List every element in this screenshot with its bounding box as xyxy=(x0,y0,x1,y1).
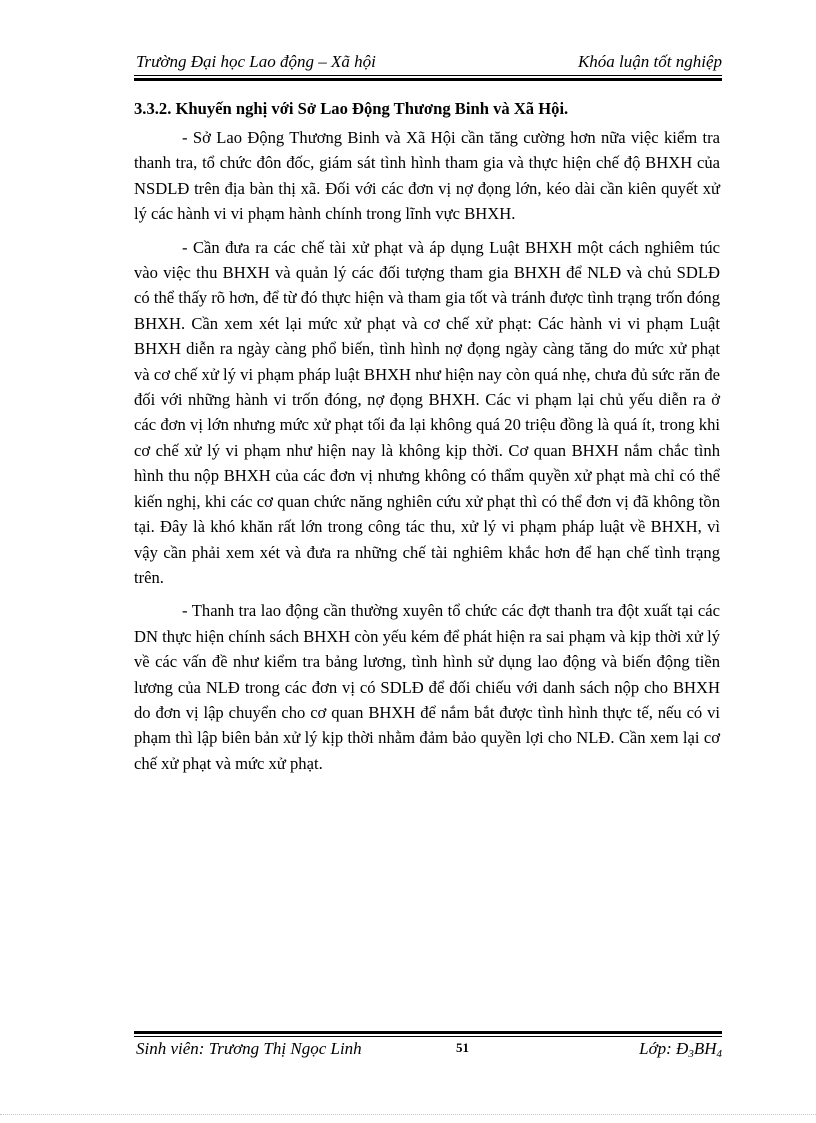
page-bottom-dotted-border xyxy=(0,1114,816,1115)
footer-rule-thick xyxy=(134,1031,722,1034)
header-rule-thick xyxy=(134,78,722,81)
paragraph-1: - Sở Lao Động Thương Binh và Xã Hội cần tăng cường hơn nữa việc kiểm tra thanh tra, tổ chức đôn đốc, giám sát tình hình tham gia và thực hiện chế độ BHXH của NSDLĐ trên địa bàn thị xã. Đối với các đơn vị nợ đọng lớn, kéo dài cần kiên quyết xử lý các hành vi vi phạm hành chính trong lĩnh vực BHXH. xyxy=(134,128,720,224)
page-header xyxy=(136,48,722,72)
footer-class xyxy=(639,1039,722,1060)
header-thesis-label: Khóa luận tốt nghiệp xyxy=(577,52,722,71)
paragraph-2: - Cần đưa ra các chế tài xử phạt và áp dụng Luật BHXH một cách nghiêm túc vào việc thu BHXH và quản lý các đối tượng tham gia BHXH để NLĐ và chủ SDLĐ có thể thấy rõ hơn, để từ đó thực hiện và tham gia tốt và tránh được tình trạng trốn đóng BHXH. Cần xem xét lại mức xử phạt và cơ chế xử phạt: Các hành vi vi phạm Luật BHXH diễn ra ngày càng phổ biến, tình hình nợ đọng ngày càng tăng do mức xử phạt và cơ chế xử lý vi phạm pháp luật BHXH như hiện nay còn quá nhẹ, chưa đủ sức răn đe đối với những hành vi trốn đóng, nợ đọng BHXH. Các vi phạm lại chủ yếu diễn ra ở các đơn vị lớn nhưng mức xử phạt tối đa lại không quá 20 triệu đồng là quá ít, trong khi cơ chế xử lý vi phạm như hiện nay là không kịp thời. Cơ quan BHXH nắm chắc tình hình thu nộp BHXH của các đơn vị nhưng không có thẩm quyền xử phạt mà chỉ có thể kiến nghị, khi các cơ quan chức năng nghiên cứu xử phạt thì có thể đơn vị đã không tồn tại. Đây là khó khăn rất lớn trong công tác thu, xử lý vi phạm pháp luật về BHXH, vì vậy cần phải xem xét và đưa ra những chế tài nghiêm khắc hơn để hạn chế tình trạng trên. xyxy=(134,237,720,587)
section-title: 3.3.2. Khuyến nghị với Sở Lao Động Thương Binh và Xã Hội. xyxy=(134,99,569,118)
footer-class-mid: BH xyxy=(693,1039,717,1058)
page-number: 51 xyxy=(456,1040,469,1055)
header-rule-thin xyxy=(134,75,722,76)
footer-student-name: Sinh viên: Trương Thị Ngọc Linh xyxy=(136,1039,362,1058)
footer-class-prefix: Lớp: Đ xyxy=(639,1039,689,1058)
footer-class-sub2: 4 xyxy=(716,1048,722,1060)
page-footer xyxy=(136,1039,722,1061)
header-school-name: Trường Đại học Lao động – Xã hội xyxy=(136,52,376,71)
footer-class-sub1: 3 xyxy=(688,1048,694,1060)
page-content xyxy=(134,96,720,784)
footer-rule-thin xyxy=(134,1036,722,1037)
paragraph-3: - Thanh tra lao động cần thường xuyên tổ chức các đợt thanh tra đột xuất tại các DN thực hiện chính sách BHXH còn yếu kém để phát hiện ra sai phạm và kịp thời xử lý về các vấn đề như kiểm tra bảng lương, tình hình sử dụng lao động và biến động tiền lương của NLĐ trong các đơn vị có SDLĐ để đối chiếu với danh sách nộp cho BHXH do đơn vị lập chuyển cho cơ quan BHXH để nắm bắt được tình hình thực tế, nếu có vi phạm thì lập biên bản xử lý kịp thời nhằm đảm bảo quyền lợi cho NLĐ. Cần xem lại cơ chế xử phạt và mức xử phạt. xyxy=(134,601,720,773)
